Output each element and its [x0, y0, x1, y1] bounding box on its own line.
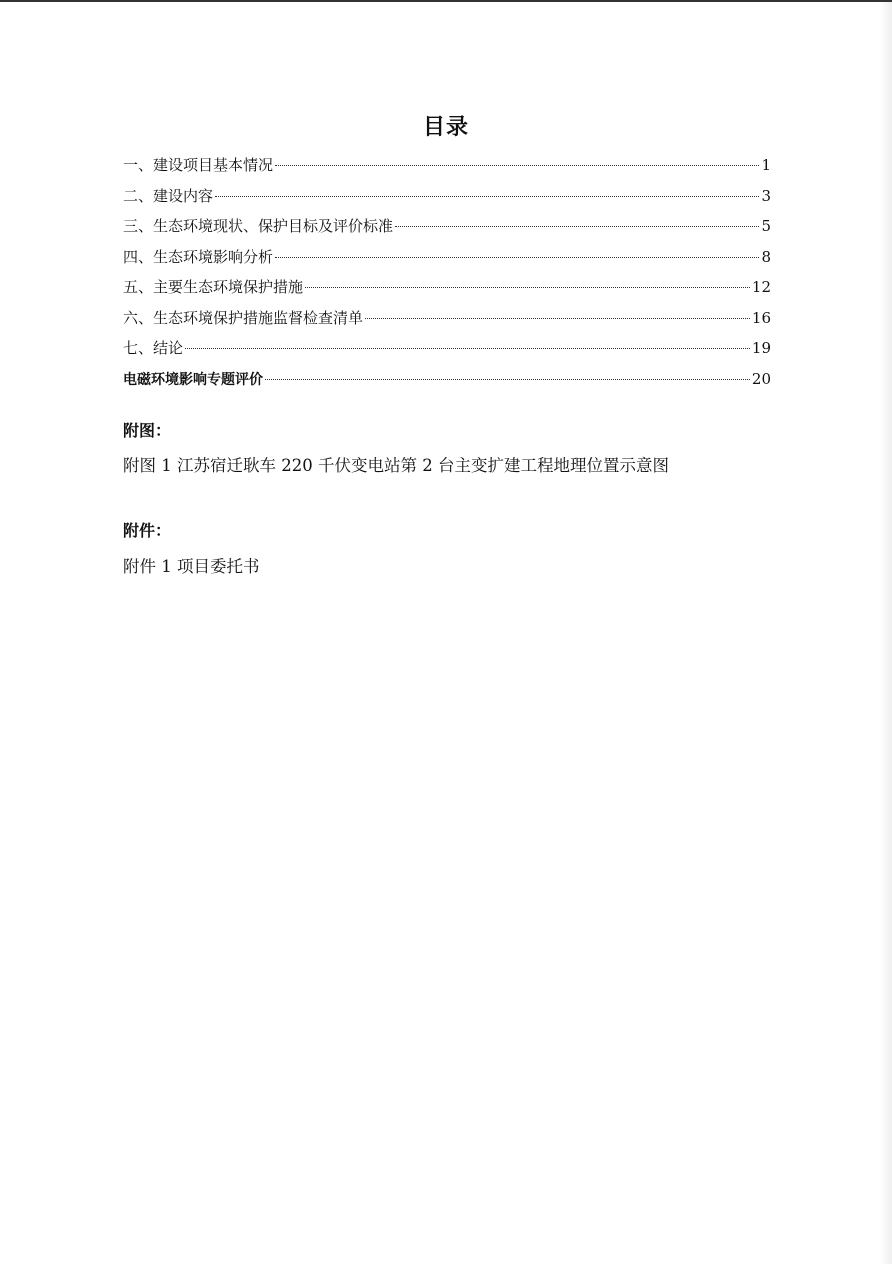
- toc-entry-label: 六、生态环境保护措施监督检查清单: [123, 308, 364, 327]
- toc-entry-page: 1: [761, 156, 771, 174]
- toc-entry-page: 12: [751, 278, 771, 296]
- toc-entry-label: 七、结论: [123, 339, 184, 357]
- toc-entry-2[interactable]: [123, 185, 771, 216]
- toc-leader-dots: [215, 196, 759, 197]
- toc-entry-1[interactable]: [123, 154, 771, 185]
- toc-entry-3[interactable]: [123, 215, 771, 246]
- toc-entry-5[interactable]: [123, 276, 771, 307]
- figures-heading: 附图：: [123, 421, 172, 440]
- toc-leader-dots: [395, 226, 759, 227]
- toc-entry-page: 19: [751, 339, 771, 357]
- toc-entry-4[interactable]: [123, 246, 771, 277]
- toc-leader-dots: [275, 165, 759, 166]
- toc-entry-6[interactable]: [123, 307, 771, 338]
- page-title: 目录: [422, 115, 469, 140]
- toc-entry-page: 20: [751, 369, 771, 388]
- page-edge-shadow: [880, 2, 892, 1264]
- toc-entry-page: 16: [751, 308, 771, 327]
- toc-entry-label: 一、建设项目基本情况: [123, 156, 274, 174]
- toc-entry-label: 二、建设内容: [123, 186, 214, 205]
- toc-leader-dots: [185, 348, 750, 349]
- toc-leader-dots: [275, 257, 759, 258]
- toc-entry-8[interactable]: [123, 368, 771, 399]
- toc-entry-page: 8: [761, 247, 771, 266]
- toc-entry-label: 四、生态环境影响分析: [123, 247, 274, 266]
- toc-entry-label: 三、生态环境现状、保护目标及评价标准: [123, 217, 394, 235]
- toc-leader-dots: [365, 318, 750, 319]
- attachments-heading: 附件：: [123, 521, 172, 540]
- toc-entry-page: 3: [761, 186, 771, 205]
- toc-entry-page: 5: [761, 217, 771, 235]
- toc-entry-label: 电磁环境影响专题评价: [123, 371, 263, 388]
- attachment-item-1[interactable]: 附件 1 项目委托书: [123, 557, 260, 576]
- toc-leader-dots: [305, 287, 750, 288]
- toc-entry-7[interactable]: [123, 337, 771, 368]
- table-of-contents: [123, 154, 771, 398]
- toc-leader-dots: [265, 379, 750, 380]
- figure-item-1[interactable]: 附图 1 江苏宿迁耿车 220 千伏变电站第 2 台主变扩建工程地理位置示意图: [123, 456, 669, 475]
- toc-entry-label: 五、主要生态环境保护措施: [123, 278, 304, 296]
